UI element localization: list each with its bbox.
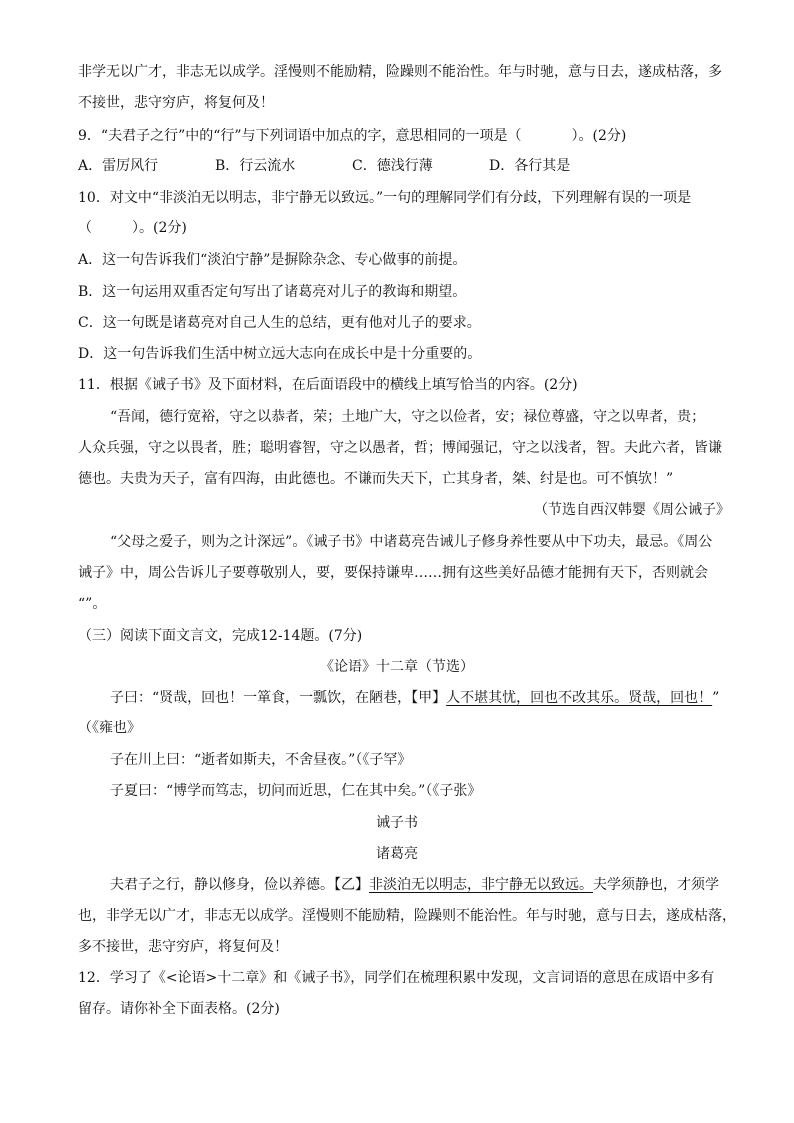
section-3-heading: （三）阅读下面文言文，完成12-14题。(7分) — [78, 628, 363, 644]
question-9-text: 9．“夫君子之行”中的“行”与下列词语中加点的字，意思相同的一项是（ — [78, 128, 522, 144]
question-9-stem — [78, 126, 626, 146]
jiezishu-title: 诫子书 — [376, 815, 418, 831]
question-12-line2: 留存。请你补全下面表格。(2分) — [78, 1001, 280, 1017]
question-10-option-d[interactable]: D．这一句告诉我们生活中树立远大志向在成长中是十分重要的。 — [78, 346, 482, 362]
lunyu-passage-3: 子夏曰：“博学而笃志，切问而近思，仁在其中矣。”（《子张》 — [110, 783, 482, 799]
question-12-line1: 12．学习了《<论语>十二章》和《诫子书》，同学们在梳理积累中发现，文言词语的意思在成语中多有 — [78, 970, 715, 986]
question-9-options — [78, 156, 570, 176]
underlined-sentence-yi: 非淡泊无以明志，非宁静无以致远。 — [369, 877, 593, 893]
material-line2: 人众兵强，守之以畏者，胜；聪明睿智，守之以愚者，哲；博闻强记，守之以浅者，智。夫此六者，皆谦 — [78, 440, 722, 456]
fill-paragraph-line1: “父母之爱子，则为之计深远”。《诫子书》中诸葛亮告诫儿子修身养性要从中下功夫，最忌。《周公 — [110, 534, 713, 550]
material-line1: “吾闻，德行宽裕，守之以恭者，荣；土地广大，守之以俭者，安；禄位尊盛，守之以卑者，贵； — [110, 409, 706, 425]
lunyu-passage-2: 子在川上曰：“逝者如斯夫，不舍昼夜。”（《子罕》 — [110, 752, 412, 768]
question-10-stem-line1: 10．对文中“非淡泊无以明志，非宁静无以致远。”一句的理解同学们有分歧，下列理解有误的一项是 — [78, 190, 692, 206]
question-11-stem: 11．根据《诫子书》及下面材料，在后面语段中的横线上填写恰当的内容。(2分) — [78, 377, 578, 393]
material-line3: 德也。夫贵为天子，富有四海，由此德也。不谦而失天下，亡其身者，桀、纣是也。可不慎欤！” — [78, 471, 674, 487]
option-c[interactable]: C．德浅行薄 — [352, 158, 433, 174]
jiezishu-line2: 也，非学无以广才，非志无以成学。淫慢则不能励精，险躁则不能治性。年与时驰，意与日去，遂成枯落， — [78, 908, 736, 924]
fill-paragraph-line3: “”。 — [78, 596, 107, 612]
question-10-stem-line2: （ ）。(2分) — [78, 220, 187, 236]
lunyu-title: 《论语》十二章（节选） — [320, 659, 474, 675]
option-b[interactable]: B．行云流水 — [215, 158, 296, 174]
lunyu-passage-1: 子曰：“贤哉，回也！一箪食，一瓢饮，在陋巷，【甲】人不堪其忧，回也不改其乐。贤哉，回也！” — [110, 690, 720, 706]
jiezishu-author: 诸葛亮 — [376, 846, 418, 862]
jiezishu-line3: 多不接世，悲守穷庐，将复何及！ — [78, 939, 288, 955]
passage-continuation-line2: 不接世，悲守穷庐，将复何及！ — [78, 95, 274, 111]
jiezishu-line1: 夫君子之行，静以修身，俭以养德。【乙】非淡泊无以明志，非宁静无以致远。夫学须静也，才须学 — [110, 877, 719, 893]
fill-paragraph-line2: 诫子》中，周公告诉儿子要尊敬别人，要，要保持谦卑……拥有这些美好品德才能拥有天下，否则就会 — [78, 565, 708, 581]
question-9-score: ）。(2分) — [571, 128, 627, 144]
lunyu-passage-1-source: （《雍也》 — [78, 720, 141, 736]
passage-continuation-line1: 非学无以广才，非志无以成学。淫慢则不能励精，险躁则不能治性。年与时驰，意与日去，遂成枯落，多 — [78, 64, 722, 80]
question-10-option-b[interactable]: B．这一句运用双重否定句写出了诸葛亮对儿子的教诲和期望。 — [78, 284, 467, 300]
option-a[interactable]: A．雷厉风行 — [78, 158, 159, 174]
material-source: （节选自西汉韩婴《周公诫子》 — [534, 502, 730, 518]
underlined-sentence-jia: 人不堪其忧，回也不改其乐。贤哉，回也！ — [446, 690, 713, 706]
question-10-option-c[interactable]: C．这一句既是诸葛亮对自己人生的总结，更有他对儿子的要求。 — [78, 315, 481, 331]
option-d[interactable]: D．各行其是 — [489, 158, 571, 174]
question-10-option-a[interactable]: A．这一句告诉我们“淡泊宁静”是摒除杂念、专心做事的前提。 — [78, 252, 467, 268]
